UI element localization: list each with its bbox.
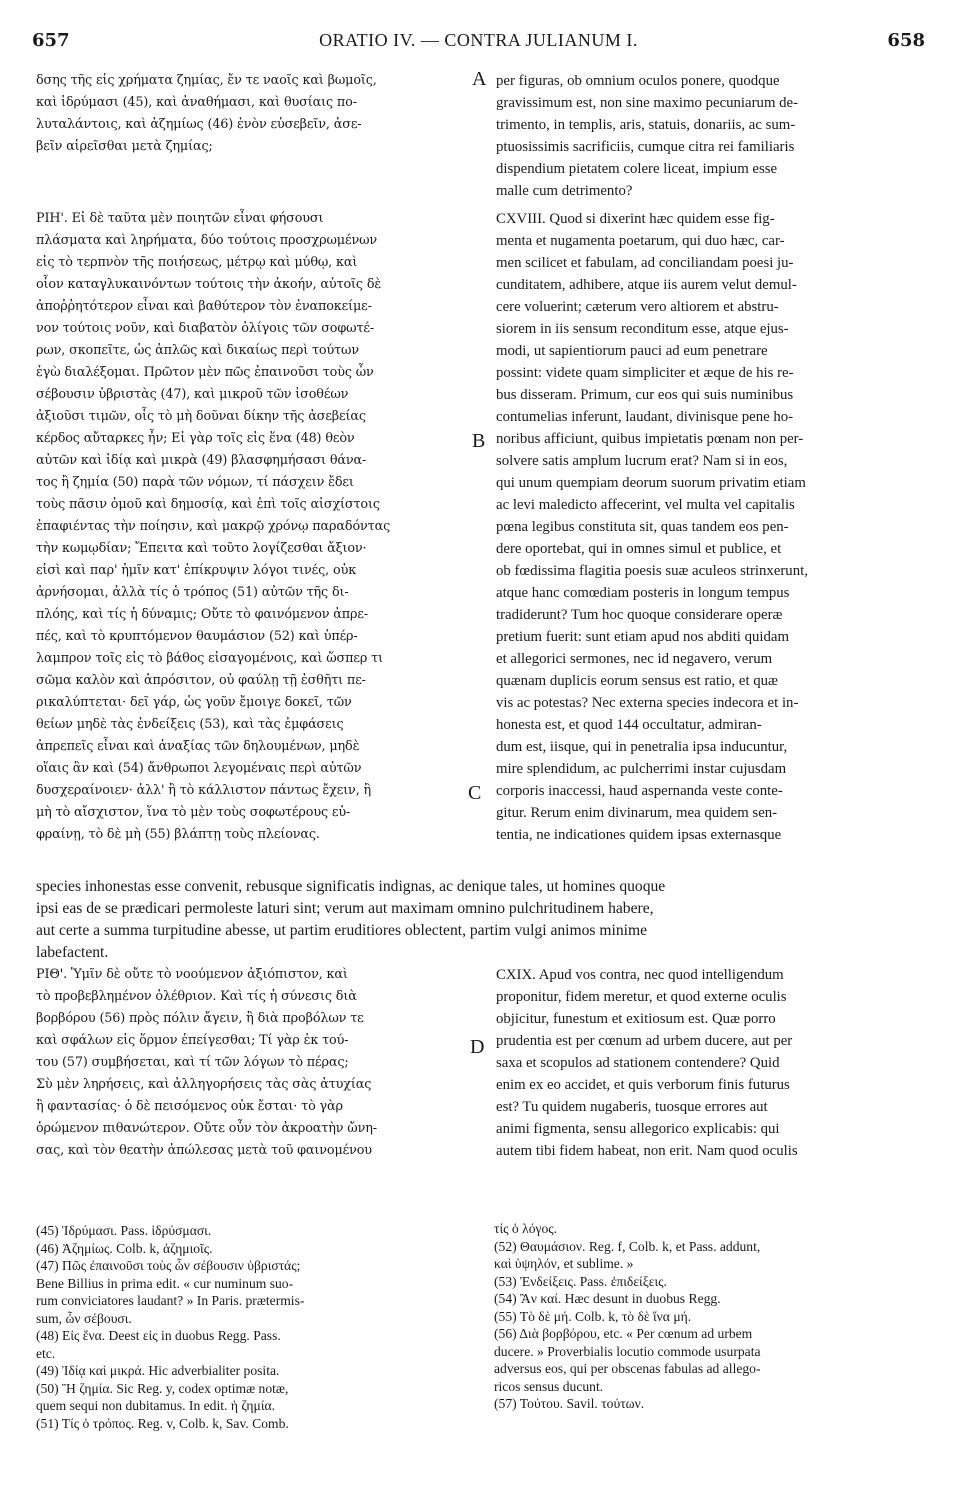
latin-column-section-119: [496, 964, 928, 1162]
greek-column-section-118: [36, 208, 470, 846]
greek-text-line: τοὺς πᾶσιν ὁμοῦ καὶ δημοσίᾳ, καὶ ἐπὶ τοῖς αἰσχίστοις: [36, 497, 380, 512]
latin-text-line: aut certe a summa turpitudine abesse, ut partim eruditiores oblectent, partim vulgi animos minime: [36, 922, 648, 939]
footnote-line: (57) Τούτου. Savil. τούτων.: [494, 1396, 645, 1411]
greek-text-line: οἷον καταγλυκαινόντων τούτοις τὴν ἀκοήν, αὐτοῖς δὲ: [36, 277, 382, 292]
greek-text-line: τος ἢ ζημία (50) παρὰ τῶν νόμων, τί πάσχειν ἔδει: [36, 475, 354, 490]
greek-text-line: οἵαις ἂν καὶ (54) ἄνθρωποι λεγομέναις περὶ αὐτῶν: [36, 761, 362, 776]
latin-text-line: cunditatem, adhibere, atque iis aurem velut demul-: [496, 277, 797, 293]
latin-text-line: corporis inaccessi, haud aspernanda veste conte-: [496, 783, 783, 799]
greek-text-line: δυσχεραίνοιεν· ἀλλ' ἢ τὸ κάλλιστον πάντως ἔχειν, ἢ: [36, 783, 372, 798]
greek-text-line: σέβουσιν ὑβριστὰς (47), καὶ μικροῦ τῶν ἰσοθέων: [36, 387, 349, 402]
latin-text-line: pœna legibus constituta sit, quas tandem eos pen-: [496, 519, 789, 535]
footnote-line: (47) Πῶς ἐπαινοῦσι τοὺς ὧν σέβουσιν ὑβριστάς;: [36, 1258, 301, 1273]
latin-text-line: menta et nugamenta poetarum, qui duo hæc, car-: [496, 233, 785, 249]
latin-text-line: mire splendidum, ac pulcherrimi instar cujusdam: [496, 761, 787, 777]
footnote-line: Bene Billius in prima edit. « cur numinum suo-: [36, 1275, 294, 1291]
page-number-right: 658: [887, 30, 925, 51]
footnote-line: sum, ὧν σέβουσι.: [36, 1310, 132, 1326]
footnote-line: (51) Τίς ὁ τρόπος. Reg. v, Colb. k, Sav. Comb.: [36, 1415, 289, 1431]
greek-text-line: τὸ προβεβλημένον ὀλέθριον. Καὶ τίς ἡ σύνεσις διὰ: [36, 989, 357, 1004]
latin-column-section-118: [496, 208, 928, 846]
greek-text-line: του (57) συμβήσεται, καὶ τί τῶν λόγων τὸ πέρας;: [36, 1055, 349, 1070]
greek-text-line: νον τούτοις νοῦν, καὶ διαβατὸν ὀλίγοις τῶν σοφωτέ-: [36, 321, 375, 336]
latin-text-line: ipsi eas de se prædicari permoleste laturi sint; verum aut maximam omnino pulchritudinem habere,: [36, 900, 654, 917]
running-header: [32, 30, 925, 58]
greek-text-line: ἀξιοῦσι τιμῶν, οἷς τὸ μὴ δοῦναι δίκην τῆς ἀσεβείας: [36, 409, 366, 424]
footnotes-left: [36, 1222, 476, 1432]
greek-text-line: μὴ τὸ αἴσχιστον, ἵνα τὸ μὲν τοὺς σοφωτέρους εὐ-: [36, 805, 351, 820]
greek-text-line: βεῖν αἱρεῖσθαι μετὰ ζημίας;: [36, 139, 213, 154]
latin-text-line: dum est, iisque, qui in penetralia ipsa inducuntur,: [496, 739, 788, 755]
greek-text-line: σῶμα καλὸν καὶ ἀπρόσιτον, οὐ φαύλῃ τῇ ἐσθῆτι πε-: [36, 673, 366, 688]
latin-text-line: men scilicet et fabulam, ad conciliandam poesi ju-: [496, 255, 794, 271]
latin-text-line: possint: videte quam simpliciter et æque de his re-: [496, 365, 794, 381]
latin-text-line: species inhonestas esse convenit, rebusque significatis indignas, ac denique tales, ut homines quoque: [36, 878, 666, 895]
greek-text-line: αὐτῶν καὶ ἰδίᾳ καὶ μικρὰ (49) βλασφημήσασι θάνα-: [36, 453, 367, 468]
latin-text-line: CXVIII. Quod si dixerint hæc quidem esse fig-: [496, 211, 775, 227]
latin-text-line: ob fœdissima flagitia poesis suæ aculeos strinxerunt,: [496, 563, 808, 579]
latin-text-line: prudentia est per cœnum ad urbem ducere, aut per: [496, 1033, 793, 1049]
greek-text-line: ΡΙΘ'. Ὑμῖν δὲ οὔτε τὸ νοούμενον ἀξιόπιστον, καὶ: [36, 967, 348, 982]
latin-column-top: [496, 70, 928, 202]
greek-text-line: κέρδος αὔταρκες ἦν; Εἰ γὰρ τοῖς εἰς ἕνα (48) θεὸν: [36, 431, 355, 446]
greek-text-line: θείων μηδὲ τὰς ἐνδείξεις (53), καὶ τὰς ἐμφάσεις: [36, 717, 344, 732]
footnote-line: rum conviciatores laudant? » In Paris. prætermis-: [36, 1293, 305, 1308]
latin-text-line: contumelias inferunt, laudant, divinisque pene ho-: [496, 409, 794, 425]
latin-text-line: quænam duplicis eorum sensus est ratio, et quæ: [496, 673, 778, 689]
full-width-latin-paragraph: [36, 876, 928, 964]
footnote-line: (52) Θαυμάσιον. Reg. f, Colb. k, et Pass. addunt,: [494, 1238, 761, 1254]
greek-text-line: ὁρώμενον πιθανώτερον. Οὔτε οὖν τὸν ἀκροατὴν ὤνη-: [36, 1121, 377, 1136]
margin-marker-c: C: [468, 782, 482, 804]
latin-text-line: labefactent.: [36, 944, 109, 961]
greek-column-section-119: [36, 964, 470, 1162]
greek-text-line: τὴν κωμῳδίαν; Ἔπειτα καὶ τοῦτο λογίζεσθαι ἄξιον·: [36, 541, 367, 556]
running-title: ORATIO IV. — CONTRA JULIANUM I.: [319, 30, 638, 50]
greek-text-line: δσης τῆς εἰς χρήματα ζημίας, ἔν τε ναοῖς καὶ βωμοῖς,: [36, 73, 377, 88]
greek-text-line: πλάσματα καὶ ληρήματα, δύο τούτοις προσχρωμένων: [36, 233, 377, 248]
latin-text-line: solvere satis amplum lucrum erat? Nam si in eos,: [496, 453, 788, 469]
greek-text-line: φραίνῃ, τὸ δὲ μὴ (55) βλάπτῃ τοὺς πλείονας.: [36, 827, 320, 842]
greek-text-line: καὶ σφάλων εἰς ὅρμον ἐπείγεσθαι; Τί γὰρ ἐκ τού-: [36, 1033, 349, 1048]
latin-text-line: cere voluerint; cæterum vero altiorem et abstru-: [496, 299, 779, 315]
latin-text-line: enim ex eo accidet, et quis verborum finis futurus: [496, 1077, 790, 1093]
footnote-line: (53) Ἐνδείξεις. Pass. ἐπιδείξεις.: [494, 1273, 667, 1289]
latin-text-line: dere oportebat, qui in omnes simul et publice, et: [496, 541, 782, 557]
footnotes-right: [494, 1220, 930, 1413]
page-number-left: 657: [32, 30, 70, 51]
greek-text-line: βορβόρου (56) πρὸς πόλιν ἄγειν, ἢ διὰ προβόλων τε: [36, 1011, 364, 1026]
margin-marker-d: D: [470, 1036, 485, 1058]
latin-text-line: honesta est, et quod 144 occultatur, admiran-: [496, 717, 762, 733]
greek-text-line: ἀποῤῥητότερον εἶναι καὶ βαθύτερον τὸν ἐναποκείμε-: [36, 299, 372, 314]
footnote-line: ducere. » Proverbialis locutio commode usurpata: [494, 1343, 761, 1359]
footnote-line: (45) Ἱδρύμασι. Pass. ἱδρύσμασι.: [36, 1223, 212, 1238]
greek-text-line: πλόης, καὶ τίς ἡ δύναμις; Οὔτε τὸ φαινόμενον ἀπρε-: [36, 607, 369, 622]
greek-text-line: ρικαλύπτεται· δεῖ γάρ, ὡς γοῦν ἔμοιγε δοκεῖ, τῶν: [36, 695, 352, 710]
footnote-line: (55) Τὸ δὲ μή. Colb. k, τὸ δὲ ἵνα μή.: [494, 1308, 692, 1324]
latin-text-line: tradiderunt? Tum hoc quoque considerare operæ: [496, 607, 783, 623]
latin-text-line: qui unum quempiam deorum suorum privatim etiam: [496, 475, 806, 491]
footnote-line: etc.: [36, 1345, 56, 1361]
greek-text-line: πές, καὶ τὸ κρυπτόμενον θαυμάσιον (52) καὶ ὑπέρ-: [36, 629, 358, 644]
latin-text-line: modi, ut sapientiorum pauci ad eum penetrare: [496, 343, 768, 359]
latin-text-line: bus disseram. Primum, cur eos qui suis numinibus: [496, 387, 794, 403]
footnote-line: (46) Ἀζημίως. Colb. k, ἀζημιοῖς.: [36, 1240, 213, 1256]
latin-text-line: per figuras, ob omnium oculos ponere, quodque: [496, 73, 780, 89]
greek-text-line: λυταλάντοις, καὶ ἀζημίως (46) ἐνὸν εὐσεβεῖν, ἀσε-: [36, 117, 362, 132]
latin-text-line: gravissimum est, non sine maximo pecuniarum de-: [496, 95, 799, 111]
footnote-line: ricos sensus ducunt.: [494, 1378, 604, 1394]
greek-text-line: καὶ ἱδρύμασι (45), καὶ ἀναθήμασι, καὶ θυσίαις πο-: [36, 95, 357, 110]
greek-text-line: λαμπρον τοῖς εἰς τὸ βάθος εἰσαγομένοις, καὶ ὥσπερ τι: [36, 651, 383, 666]
latin-text-line: CXIX. Apud vos contra, nec quod intelligendum: [496, 967, 784, 983]
latin-text-line: proponitur, fidem meretur, et quod externe oculis: [496, 989, 787, 1005]
greek-text-line: ἐγὼ διαλέξομαι. Πρῶτον μὲν πῶς ἐπαινοῦσι τοὺς ὧν: [36, 365, 374, 380]
latin-text-line: atque hanc comœdiam posteris in longum tempus: [496, 585, 790, 601]
greek-text-line: ἐπαφιέντας τὴν ποίησιν, καὶ μακρῷ χρόνῳ παραδόντας: [36, 519, 391, 534]
latin-text-line: ac levi maledicto affecerint, vel multa vel capitalis: [496, 497, 795, 513]
latin-text-line: dispendium pietatem colere liceat, impium esse: [496, 161, 778, 177]
latin-text-line: pretium fuerit: sunt etiam apud nos abditi quidam: [496, 629, 790, 645]
latin-text-line: et allegorici sermones, nec id negavero, verum: [496, 651, 773, 667]
latin-text-line: trimento, in templis, aris, statuis, donariis, ac sum-: [496, 117, 796, 133]
greek-text-line: σας, καὶ τὸν θεατὴν ἀπώλεσας μετὰ τοῦ φαινομένου: [36, 1143, 372, 1158]
footnote-line: (48) Εἰς ἕνα. Deest εἰς in duobus Regg. Pass.: [36, 1328, 281, 1343]
footnote-line: (49) Ἰδίᾳ καὶ μικρά. Hic adverbialiter posita.: [36, 1363, 280, 1378]
latin-text-line: saxa et scopulos ad stationem contendere? Quid: [496, 1055, 780, 1071]
latin-text-line: noribus afficiunt, quibus impietatis pœnam non per-: [496, 431, 804, 447]
greek-text-line: ἢ φαντασίας· ὁ δὲ πεισόμενος οὐκ ἔσται· τὸ γὰρ: [36, 1099, 343, 1114]
greek-text-line: ἀπρεπεῖς εἶναι καὶ ἀναξίας τῶν δηλουμένων, μηδὲ: [36, 739, 360, 754]
margin-marker-a: A: [472, 68, 487, 90]
footnote-line: adversus eos, qui per obscenas fabulas ad allego-: [494, 1361, 761, 1376]
latin-text-line: animi figmenta, sensu allegorico explicabis: qui: [496, 1121, 780, 1137]
greek-text-line: ρων, σκοπεῖτε, ὡς ἁπλῶς καὶ δικαίως περὶ τούτων: [36, 343, 359, 358]
footnote-line: καὶ ὑψηλόν, et sublime. »: [494, 1256, 634, 1271]
latin-text-line: objicitur, funestum et exitiosum est. Quæ porro: [496, 1011, 776, 1027]
latin-text-line: autem tibi fidem habeat, non erit. Nam quod oculis: [496, 1143, 798, 1159]
latin-text-line: ptuosissimis sacrificiis, cumque citra rei familiaris: [496, 139, 795, 155]
latin-text-line: malle cum detrimento?: [496, 183, 633, 199]
latin-text-line: vis ac potestas? Nec externa species indecora et in-: [496, 695, 799, 711]
footnote-line: τίς ὁ λόγος.: [494, 1221, 558, 1236]
greek-text-line: Σὺ μὲν ληρήσεις, καὶ ἀλληγορήσεις τὰς σὰς ἀτυχίας: [36, 1077, 372, 1092]
greek-text-line: ΡΙΗ'. Εἰ δὲ ταῦτα μὲν ποιητῶν εἶναι φήσουσι: [36, 211, 324, 226]
footnote-line: (54) Ἂν καί. Hæc desunt in duobus Regg.: [494, 1291, 721, 1306]
margin-marker-b: B: [472, 430, 486, 452]
latin-text-line: est? Tu quidem nugaberis, tuosque errores aut: [496, 1099, 768, 1115]
greek-column-top: [36, 70, 470, 158]
latin-text-line: gitur. Rerum enim divinarum, mea quidem sen-: [496, 805, 778, 821]
footnote-line: quem sequi non dubitamus. In edit. ἡ ζημία.: [36, 1398, 275, 1413]
footnote-line: (56) Διὰ βορβόρου, etc. « Per cœnum ad urbem: [494, 1326, 753, 1341]
greek-text-line: ἀρνήσομαι, ἀλλὰ τίς ὁ τρόπος (51) αὐτῶν τῆς δι-: [36, 585, 349, 600]
latin-text-line: siorem in iis sensum reconditum esse, atque ejus-: [496, 321, 789, 337]
greek-text-line: εἰς τὸ τερπνὸν τῆς ποιήσεως, μέτρῳ καὶ μύθῳ, καὶ: [36, 255, 358, 270]
footnote-line: (50) Ἢ ζημία. Sic Reg. y, codex optimæ notæ,: [36, 1380, 289, 1396]
latin-text-line: tentia, ne indicationes quidem ipsas externasque: [496, 827, 782, 843]
greek-text-line: εἰσὶ καὶ παρ' ἡμῖν κατ' ἐπίκρυψιν λόγοι τινές, οὐκ: [36, 563, 357, 578]
